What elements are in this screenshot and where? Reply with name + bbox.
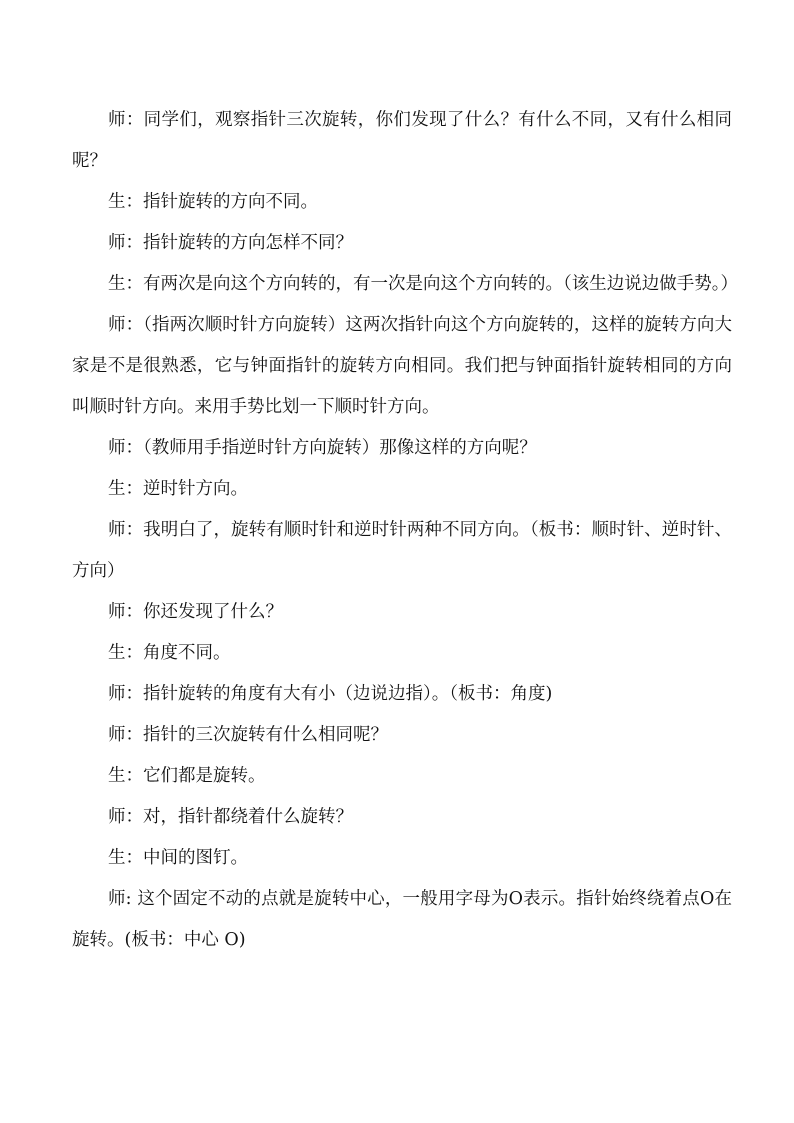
paragraph-10: 生：角度不同。 [108,643,231,663]
paragraph-2: 生：指针旋转的方向不同。 [108,192,318,212]
paragraph-6: 师：（教师用手指逆时针方向旋转）那像这样的方向呢？ [108,438,537,458]
paragraph-9: 师：你还发现了什么？ [108,602,283,622]
paragraph-7: 生：逆时针方向。 [108,479,248,499]
paragraph-12: 师：指针的三次旋转有什么相同呢？ [108,725,388,745]
paragraph-3: 师：指针旋转的方向怎样不同？ [108,233,353,253]
paragraph-1: 师：同学们，观察指针三次旋转，你们发现了什么？有什么不同，又有什么相同呢？ [72,110,732,171]
paragraph-15: 生：中间的图钉。 [108,848,248,868]
paragraph-4: 生：有两次是向这个方向转的，有一次是向这个方向转的。（该生边说边做手势。） [108,274,738,294]
paragraph-14: 师：对，指针都绕着什么旋转？ [108,807,353,827]
paragraph-13: 生：它们都是旋转。 [108,766,266,786]
document-body [72,100,738,961]
paragraph-8: 师：我明白了，旋转有顺时针和逆时针两种不同方向。（板书：顺时针、逆时针、方向） [72,520,732,581]
paragraph-5: 师：（指两次顺时针方向旋转）这两次指针向这个方向旋转的，这样的旋转方向大家是不是很熟悉，它与钟面指针的旋转方向相同。我们把与钟面指针旋转相同的方向叫顺时针方向。来用手势比划一下顺时针方向。 [72,315,732,417]
paragraph-16: 师: 这个固定不动的点就是旋转中心，一般用字母为O表示。指针始终绕着点O在旋转。(板书：中心 O) [72,889,732,950]
paragraph-11: 师：指针旋转的角度有大有小（边说边指）。（板书：角度) [108,684,553,704]
